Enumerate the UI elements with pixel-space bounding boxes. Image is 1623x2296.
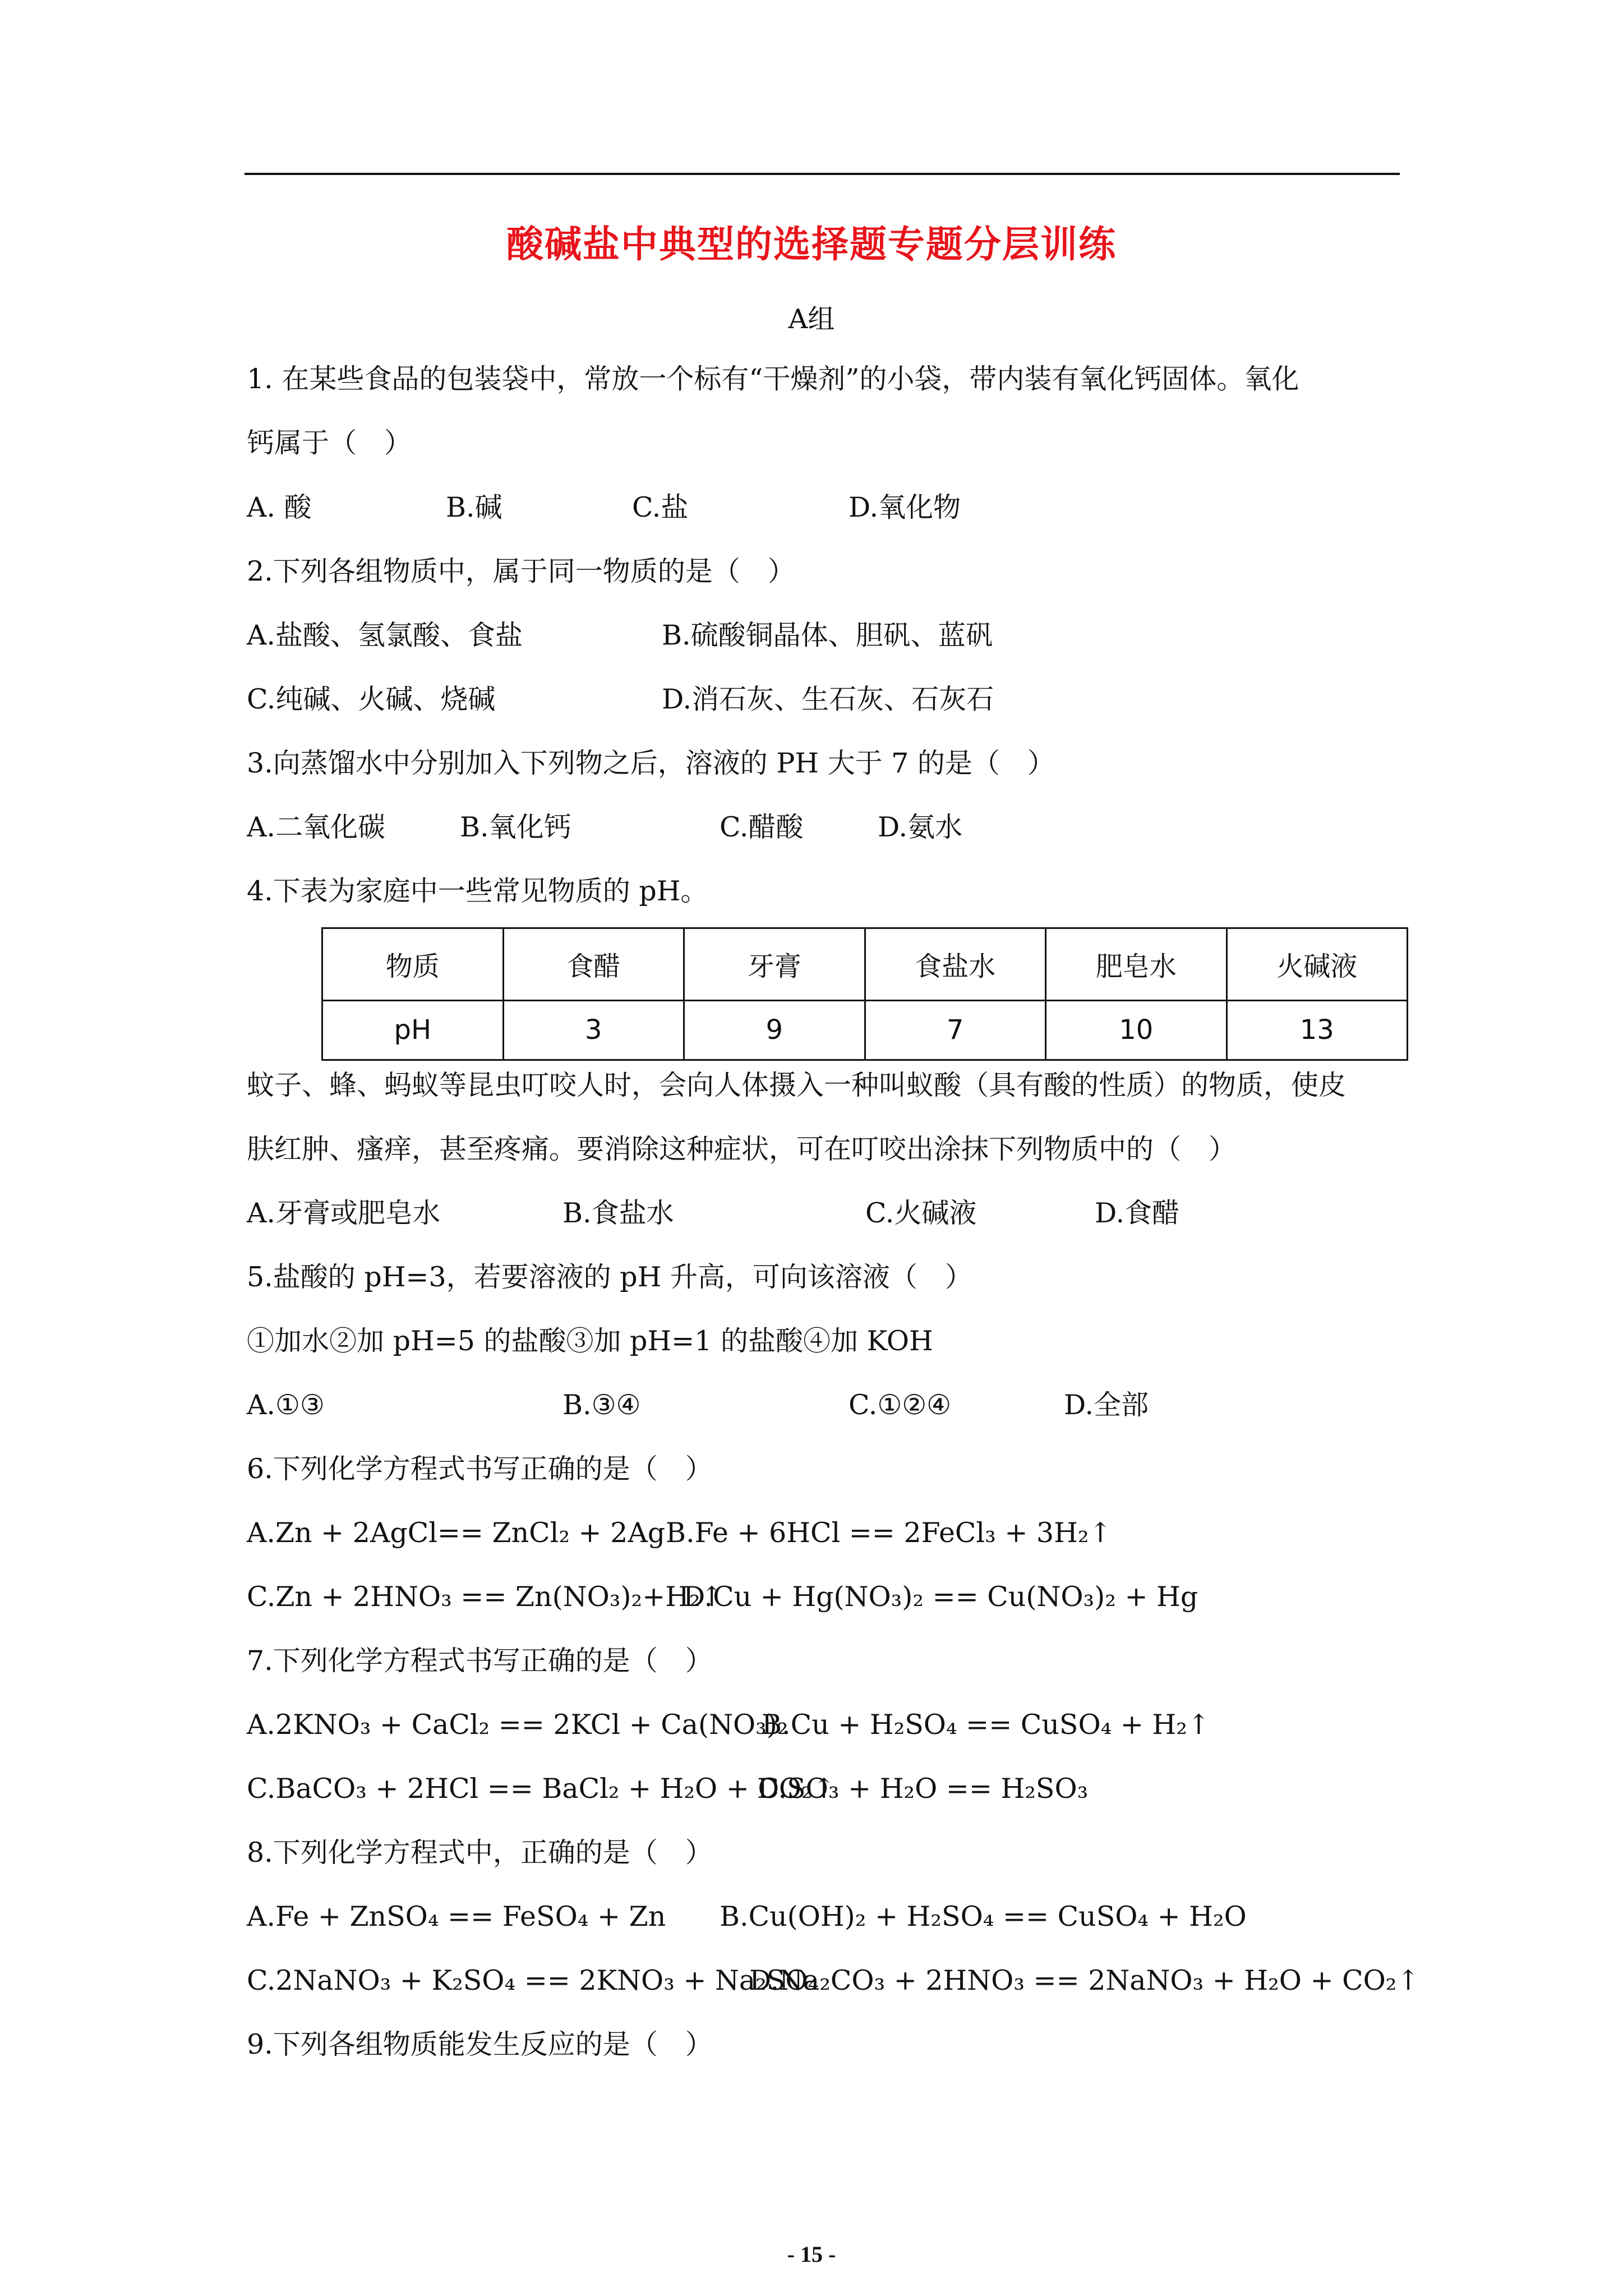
table-cell: pH xyxy=(322,1000,504,1060)
q6-stem: 6.下列化学方程式书写正确的是（ ） xyxy=(247,1453,713,1485)
q5-option-d: D.全部 xyxy=(1064,1389,1149,1421)
table-cell: 食盐水 xyxy=(865,928,1046,1001)
q7-option-c: C.BaCO₃ + 2HCl == BaCl₂ + H₂O + CO₂↑ xyxy=(247,1773,836,1805)
q2-option-b: B.硫酸铜晶体、胆矾、蓝矾 xyxy=(662,619,993,651)
q1-line2: 钙属于（ ） xyxy=(247,427,412,459)
ph-table-header-row xyxy=(322,928,1408,1001)
q5-option-c: C.①②④ xyxy=(849,1389,952,1421)
ph-table xyxy=(321,927,1408,1061)
table-cell: 食醋 xyxy=(503,928,684,1001)
q7-option-b: B.Cu + H₂SO₄ == CuSO₄ + H₂↑ xyxy=(762,1709,1210,1741)
group-label: A组 xyxy=(788,303,835,335)
table-cell: 物质 xyxy=(322,928,504,1001)
q8-option-b: B.Cu(OH)₂ + H₂SO₄ == CuSO₄ + H₂O xyxy=(720,1901,1247,1932)
q5-items: ①加水②加 pH=5 的盐酸③加 pH=1 的盐酸④加 KOH xyxy=(247,1325,933,1357)
q4-stem: 4.下表为家庭中一些常见物质的 pH。 xyxy=(247,875,708,907)
q9-stem: 9.下列各组物质能发生反应的是（ ） xyxy=(247,2028,713,2060)
table-cell: 肥皂水 xyxy=(1046,928,1227,1001)
q6-option-c: C.Zn + 2HNO₃ == Zn(NO₃)₂+H₂↑ xyxy=(247,1581,723,1613)
q7-stem: 7.下列化学方程式书写正确的是（ ） xyxy=(247,1645,713,1677)
q4-option-c: C.火碱液 xyxy=(865,1197,977,1229)
q6-option-d: D.Cu + Hg(NO₃)₂ == Cu(NO₃)₂ + Hg xyxy=(683,1581,1198,1613)
table-cell: 7 xyxy=(865,1000,1046,1060)
q5-option-a: A.①③ xyxy=(247,1389,325,1421)
table-cell: 火碱液 xyxy=(1227,928,1408,1001)
page-number: - 15 - xyxy=(787,2242,836,2267)
q1-option-c: C.盐 xyxy=(632,491,689,523)
q5-stem: 5.盐酸的 pH=3，若要溶液的 pH 升高，可向该溶液（ ） xyxy=(247,1261,972,1293)
q8-option-c: C.2NaNO₃ + K₂SO₄ == 2KNO₃ + Na₂SO₄ xyxy=(247,1964,819,1996)
table-cell: 9 xyxy=(684,1000,865,1060)
q4-option-a: A.牙膏或肥皂水 xyxy=(247,1197,440,1229)
q6-option-b: B.Fe + 6HCl == 2FeCl₃ + 3H₂↑ xyxy=(666,1517,1112,1549)
q7-option-d: D.SO₃ + H₂O == H₂SO₃ xyxy=(757,1773,1089,1805)
table-cell: 13 xyxy=(1227,1000,1408,1060)
q2-stem: 2.下列各组物质中，属于同一物质的是（ ） xyxy=(247,555,795,587)
q8-option-a: A.Fe + ZnSO₄ == FeSO₄ + Zn xyxy=(247,1901,666,1932)
table-cell: 3 xyxy=(503,1000,684,1060)
table-cell: 10 xyxy=(1046,1000,1227,1060)
q3-stem: 3.向蒸馏水中分别加入下列物之后，溶液的 PH 大于 7 的是（ ） xyxy=(247,747,1055,779)
q3-option-d: D.氨水 xyxy=(878,811,963,843)
q4-option-d: D.食醋 xyxy=(1095,1197,1180,1229)
header-rule xyxy=(245,173,1400,175)
q2-option-a: A.盐酸、氢氯酸、食盐 xyxy=(247,619,523,651)
q8-stem: 8.下列化学方程式中，正确的是（ ） xyxy=(247,1837,713,1869)
q1-option-a: A. 酸 xyxy=(247,491,312,523)
q1-option-d: D.氧化物 xyxy=(849,491,961,523)
q1-line1: 1. 在某些食品的包装袋中，常放一个标有“干燥剂”的小袋，带内装有氧化钙固体。氧化 xyxy=(247,363,1299,395)
q4-line2: 肤红肿、瘙痒，甚至疼痛。要消除这种症状，可在叮咬出涂抹下列物质中的（ ） xyxy=(247,1133,1237,1165)
table-cell: 牙膏 xyxy=(684,928,865,1001)
q6-option-a: A.Zn + 2AgCl== ZnCl₂ + 2Ag xyxy=(247,1517,666,1549)
page-title: 酸碱盐中典型的选择题专题分层训练 xyxy=(506,222,1117,266)
q4-line1: 蚊子、蜂、蚂蚁等昆虫叮咬人时，会向人体摄入一种叫蚁酸（具有酸的性质）的物质，使皮 xyxy=(247,1069,1347,1101)
q4-option-b: B.食盐水 xyxy=(562,1197,674,1229)
q3-option-c: C.醋酸 xyxy=(720,811,804,843)
q2-option-d: D.消石灰、生石灰、石灰石 xyxy=(662,683,994,715)
q1-option-b: B.碱 xyxy=(446,491,502,523)
q7-option-a: A.2KNO₃ + CaCl₂ == 2KCl + Ca(NO₃)₂ xyxy=(247,1709,789,1741)
q2-option-c: C.纯碱、火碱、烧碱 xyxy=(247,683,496,715)
ph-table-value-row xyxy=(322,1000,1408,1060)
q3-option-a: A.二氧化碳 xyxy=(247,811,385,843)
q3-option-b: B.氧化钙 xyxy=(460,811,571,843)
q5-option-b: B.③④ xyxy=(562,1389,641,1421)
q8-option-d: D.Na₂CO₃ + 2HNO₃ == 2NaNO₃ + H₂O + CO₂↑ xyxy=(749,1964,1420,1996)
